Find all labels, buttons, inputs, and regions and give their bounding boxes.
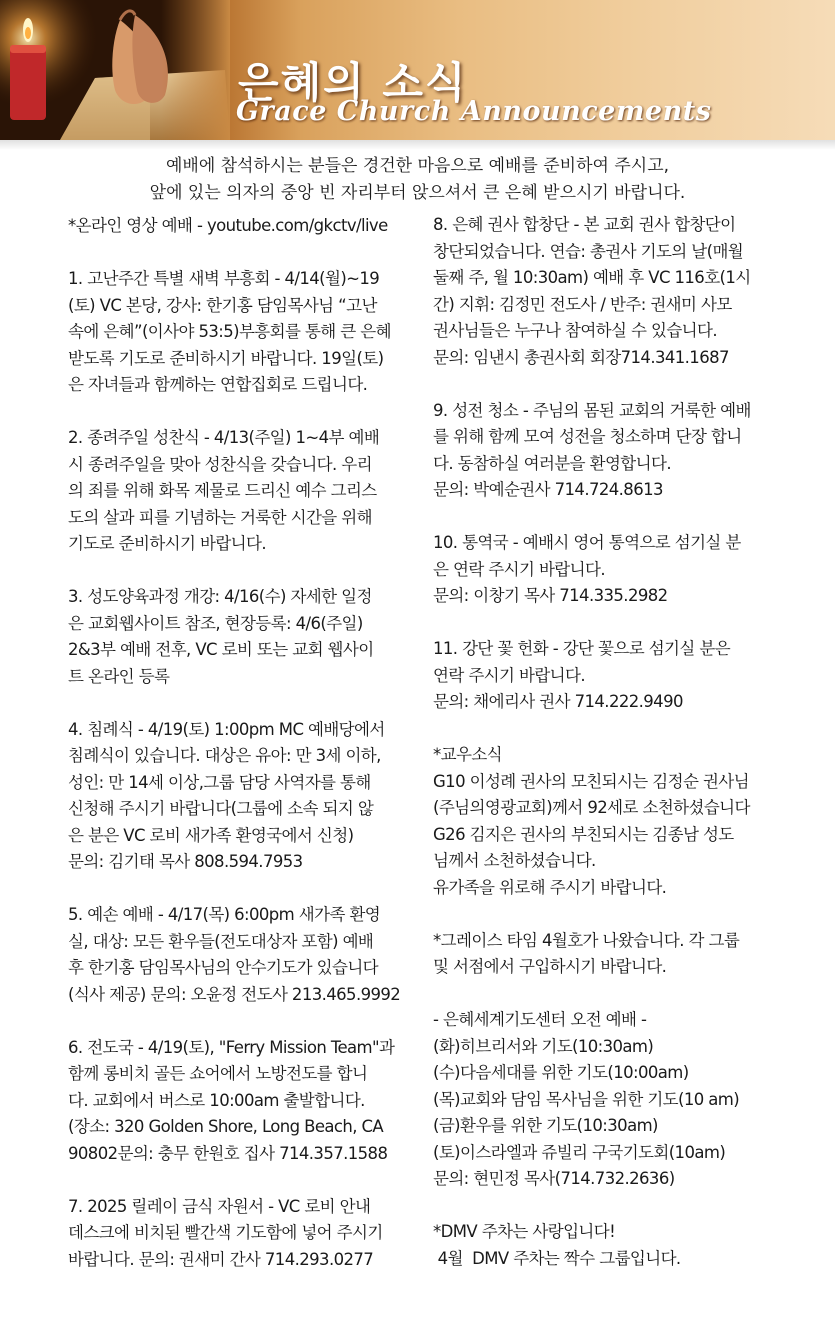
announcement-10	[433, 530, 788, 610]
intro-text	[0, 153, 835, 207]
left-column	[68, 213, 423, 1273]
notice-line: 은 분은 VC 로비 새가족 환영국에서 신청)	[68, 825, 354, 845]
notice-line: 2. 종려주일 성찬식 - 4/13(주일) 1~4부 예배	[68, 428, 380, 447]
notice-line: 7. 2025 릴레이 금식 자원서 - VC 로비 안내	[68, 1196, 371, 1216]
notice-line: 은 연락 주시기 바랍니다.	[433, 559, 605, 579]
notice-line: (토) VC 본당, 강사: 한기홍 담임목사님 “고난	[68, 295, 377, 315]
notice-line: 문의: 이창기 목사 714.335.2982	[433, 586, 668, 605]
notice-line: 다. 교회에서 버스로 10:00am 출발합니다.	[68, 1090, 365, 1110]
notice-line: 받도록 기도로 준비하시기 바랍니다. 19일(토)	[68, 348, 384, 368]
online-worship-notice	[68, 213, 423, 240]
notice-line: 문의: 박예순권사 714.724.8613	[433, 480, 663, 499]
notice-line: *교우소식	[433, 745, 503, 764]
notice-line: 신청해 주시기 바랍니다(그룹에 소속 되지 않	[68, 799, 374, 818]
notice-line: (목)교회와 담임 목사님을 위한 기도(10 am)	[433, 1089, 740, 1109]
announcement-11	[433, 636, 788, 716]
banner-shadow	[0, 140, 835, 150]
intro-line: 앞에 있는 의자의 중앙 빈 자리부터 앉으셔서 큰 은혜 받으시기 바랍니다.	[149, 183, 686, 203]
announcement-1	[68, 266, 423, 399]
notice-line: 1. 고난주간 특별 새벽 부흥회 - 4/14(월)~19	[68, 269, 380, 288]
prayer-center-schedule	[433, 1007, 788, 1193]
notice-line: G10 이성례 권사의 모친되시는 김정순 권사님	[433, 771, 749, 791]
notice-line: 은 교회웹사이트 참조, 현장등록: 4/6(주일)	[68, 613, 363, 633]
header-banner	[0, 0, 835, 140]
notice-line: 다. 동참하실 여러분을 환영합니다.	[433, 453, 671, 473]
notice-line: (수)다음세대를 위한 기도(10:00am)	[433, 1063, 689, 1082]
announcement-6	[68, 1035, 423, 1168]
intro-line: 예배에 참석하시는 분들은 경건한 마음으로 예배를 준비하여 주시고,	[165, 156, 670, 176]
notice-line: - 은혜세계기도센터 오전 예배 -	[433, 1010, 647, 1029]
notice-line: 님께서 소천하셨습니다.	[433, 851, 596, 870]
notice-line: 및 서점에서 구입하시기 바랍니다.	[433, 957, 667, 976]
notice-line: (화)히브리서와 기도(10:30am)	[433, 1036, 654, 1056]
announcement-5	[68, 902, 423, 1008]
notice-line: 둘째 주, 월 10:30am) 예배 후 VC 116호(1시	[433, 268, 751, 287]
announcement-8	[433, 212, 788, 371]
notice-line: 문의: 김기태 목사 808.594.7953	[68, 852, 303, 871]
notice-line: 창단되었습니다. 연습: 총권사 기도의 날(매월	[433, 241, 744, 261]
announcement-7	[68, 1194, 423, 1274]
notice-line: *DMV 주차는 사랑입니다!	[433, 1222, 616, 1241]
notice-line: (장소: 320 Golden Shore, Long Beach, CA	[68, 1117, 384, 1136]
notice-line: 실, 대상: 모든 환우들(전도대상자 포함) 예배	[68, 931, 374, 951]
notice-line: 권사님들은 누구나 참여하실 수 있습니다.	[433, 321, 717, 340]
notice-line: 후 한기홍 담임목사님의 안수기도가 있습니다	[68, 958, 379, 977]
notice-line: 도의 살과 피를 기념하는 거룩한 시간을 위해	[68, 507, 372, 527]
notice-line: 9. 성전 청소 - 주님의 몸된 교회의 거룩한 예배	[433, 400, 751, 420]
candle-bible-photo	[0, 0, 230, 140]
notice-line: 기도로 준비하시기 바랍니다.	[68, 534, 267, 553]
announcement-4	[68, 717, 423, 876]
notice-line: 3. 성도양육과정 개강: 4/16(수) 자세한 일정	[68, 587, 372, 606]
notice-line: 함께 롱비치 골든 쇼어에서 노방전도를 합니	[68, 1064, 368, 1083]
notice-line: 은 자녀들과 함께하는 연합집회로 드립니다.	[68, 375, 368, 394]
notice-line: (주님의영광교회)께서 92세로 소천하셨습니다	[433, 798, 750, 817]
notice-line: 문의: 현민정 목사(714.732.2636)	[433, 1169, 675, 1188]
notice-line: 90802문의: 충무 한원호 집사 714.357.1588	[68, 1143, 388, 1163]
announcement-3	[68, 584, 423, 690]
notice-line: 를 위해 함께 모여 성전을 청소하며 단장 합니	[433, 427, 742, 446]
notice-line: 의 죄를 위해 화목 제물로 드리신 예수 그리스	[68, 481, 377, 500]
notice-line: 간) 지휘: 김정민 전도사 / 반주: 권새미 사모	[433, 294, 732, 314]
grace-time-notice	[433, 928, 788, 981]
notice-line: 바랍니다. 문의: 권새미 간사 714.293.0277	[68, 1249, 374, 1269]
notice-line: 문의: 임낸시 총권사회 회장714.341.1687	[433, 347, 729, 367]
notice-line: 2&3부 예배 전후, VC 로비 또는 교회 웹사이	[68, 640, 374, 659]
notice-line: (식사 제공) 문의: 오윤정 전도사 213.465.9992	[68, 984, 401, 1004]
notice-line: 5. 예손 예배 - 4/17(목) 6:00pm 새가족 환영	[68, 905, 381, 924]
announcement-9	[433, 398, 788, 504]
notice-line: 성인: 만 14세 이상,그룹 담당 사역자를 통해	[68, 772, 371, 792]
notice-line: 유가족을 위로해 주시기 바랍니다.	[433, 877, 667, 897]
notice-line: 4월 DMV 주차는 짝수 그룹입니다.	[433, 1248, 681, 1268]
notice-line: 4. 침례식 - 4/19(토) 1:00pm MC 예배당에서	[68, 719, 385, 739]
notice-line: *그레이스 타임 4월호가 나왔습니다. 각 그룹	[433, 930, 740, 950]
page-title: 은혜의 소식	[238, 58, 468, 107]
announcement-2	[68, 425, 423, 558]
notice-line: 트 온라인 등록	[68, 666, 170, 686]
member-news	[433, 742, 788, 901]
notice-line: 연락 주시기 바랍니다.	[433, 665, 585, 685]
right-column	[433, 212, 788, 1272]
notice-line: 11. 강단 꽃 헌화 - 강단 꽃으로 섬기실 분은	[433, 639, 731, 658]
notice-line: *온라인 영상 예배 - youtube.com/gkctv/live	[68, 216, 388, 235]
notice-line: 속에 은혜”(이사야 53:5)부흥회를 통해 큰 은혜	[68, 322, 391, 341]
page-subtitle: Grace Church Announcements	[236, 96, 712, 127]
notice-line: (금)환우를 위한 기도(10:30am)	[433, 1116, 658, 1135]
notice-line: 침례식이 있습니다. 대상은 유아: 만 3세 이하,	[68, 746, 381, 765]
notice-line: G26 김지은 권사의 부친되시는 김종남 성도	[433, 824, 734, 844]
notice-line: 10. 통역국 - 예배시 영어 통역으로 섬기실 분	[433, 533, 741, 552]
notice-line: 6. 전도국 - 4/19(토), "Ferry Mission Team"과	[68, 1037, 395, 1057]
notice-line: (토)이스라엘과 쥬빌리 구국기도회(10am)	[433, 1142, 726, 1162]
dmv-parking-notice	[433, 1219, 788, 1272]
notice-line: 시 종려주일을 맞아 성찬식을 갖습니다. 우리	[68, 454, 372, 474]
notice-line: 데스크에 비치된 빨간색 기도함에 넣어 주시기	[68, 1223, 383, 1242]
notice-line: 8. 은혜 권사 합창단 - 본 교회 권사 합창단이	[433, 215, 736, 234]
notice-line: 문의: 채에리사 권사 714.222.9490	[433, 692, 683, 711]
